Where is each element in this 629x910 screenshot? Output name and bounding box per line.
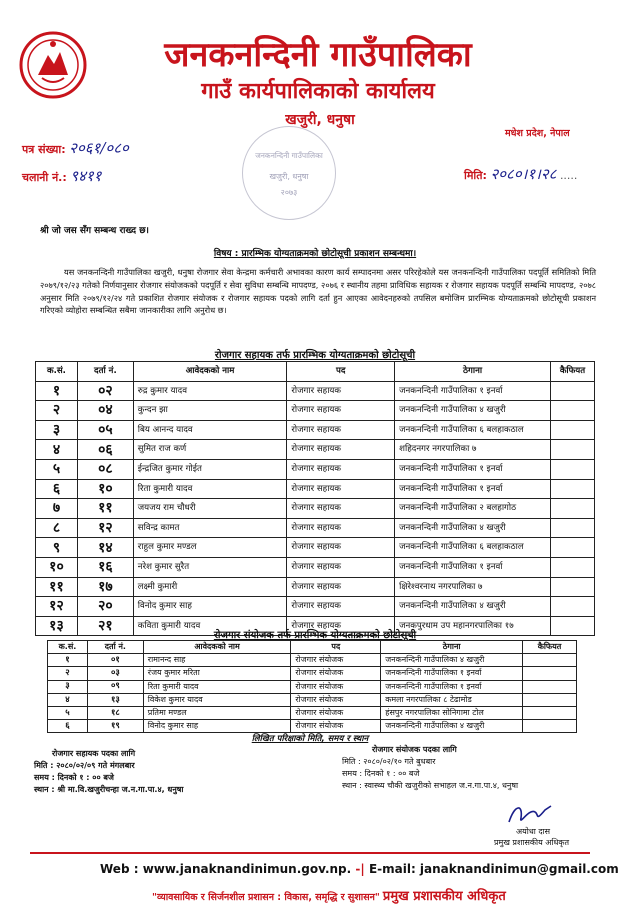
table-cell: ६ <box>48 720 88 733</box>
table-cell: १६ <box>77 557 133 577</box>
table-cell: १ <box>36 381 78 401</box>
footer-slogan-right: प्रमुख प्रशासकीय अधिकृत <box>382 889 506 904</box>
column-header: पद <box>291 641 381 654</box>
right-place: स्थान : स्वास्थ्य चौकी खजुरीको सभाहल ज.न.गा.पा.४, धनुषा <box>342 781 519 790</box>
table-cell: १७ <box>77 577 133 597</box>
table-cell: ९ <box>36 538 78 558</box>
table-row <box>36 499 595 519</box>
table-row <box>36 401 595 421</box>
table-cell: ०३ <box>87 667 143 680</box>
table-cell: जयजय राम चौधरी <box>133 499 287 519</box>
footer-slogan: "व्यावसायिक र सिर्जनशील प्रशासन : विकास, समृद्धि र सुशासन" <box>152 892 380 903</box>
stamp-text: जनकनन्दिनी गाउँपालिका <box>255 151 323 160</box>
table-cell: ०१ <box>87 654 143 667</box>
table-cell: लक्ष्मी कुमारी <box>133 577 287 597</box>
office-location: खजुरी, धनुषा <box>285 112 355 128</box>
table-cell: १९ <box>87 720 143 733</box>
table-cell: जनकनन्दिनी गाउँपालिका ६ बलहाकठाल <box>395 420 551 440</box>
table-cell: ०५ <box>77 420 133 440</box>
recipient: श्री जो जस सँग सम्बन्ध राख्द छ। <box>40 226 149 236</box>
exam-heading: लिखित परिक्षाको मिति, समय र स्थान <box>251 734 369 744</box>
date-value: २०८०।१।२८ <box>490 165 557 183</box>
table-cell: रोजगार सहायक <box>287 518 395 538</box>
table-cell: ७ <box>36 499 78 519</box>
signatory-name: अयोधा दास <box>516 827 551 836</box>
column-header: दर्ता नं. <box>87 641 143 654</box>
table-header-row <box>36 362 595 382</box>
table-cell: जनकनन्दिनी गाउँपालिका २ बलहागोठ <box>395 499 551 519</box>
table-cell <box>523 720 577 733</box>
table-cell <box>551 420 595 440</box>
coordinator-shortlist-table <box>47 640 577 733</box>
table-cell: १२ <box>36 597 78 617</box>
table-cell: १० <box>36 557 78 577</box>
left-time: समय : दिनको १ : ०० बजे <box>34 773 114 782</box>
table-cell: सविन्द्र कामत <box>133 518 287 538</box>
table-cell: १० <box>77 479 133 499</box>
table-cell: १३ <box>36 616 78 636</box>
table-row <box>36 459 595 479</box>
column-header: दर्ता नं. <box>77 362 133 382</box>
table-cell: ६ <box>36 479 78 499</box>
table-cell: रोजगार सहायक <box>287 597 395 617</box>
table-cell: ११ <box>36 577 78 597</box>
chalani-label: चलानी नं.: <box>22 171 67 184</box>
table-cell: १३ <box>87 693 143 706</box>
table-cell: २ <box>36 401 78 421</box>
table-cell: १२ <box>77 518 133 538</box>
column-header: ठेगाना <box>395 362 551 382</box>
column-header: कैफियत <box>523 641 577 654</box>
letter-date: मिति: २०८०।१।२८ ..... <box>464 165 578 183</box>
table-cell: कमला नगरपालिका ८ टेढामोड <box>381 693 523 706</box>
table-cell: जनकनन्दिनी गाउँपालिका १ इनर्वा <box>395 557 551 577</box>
table-cell: जनकनन्दिनी गाउँपालिका ४ खजुरी <box>395 401 551 421</box>
table-cell: हंसपुर नगरपालिका सोनिगामा टोल <box>381 706 523 719</box>
table-cell: जनकनन्दिनी गाउँपालिका १ इनर्वा <box>381 680 523 693</box>
table-cell: कुन्दन झा <box>133 401 287 421</box>
patra-sankhya <box>22 138 129 158</box>
column-header: पद <box>287 362 395 382</box>
table-cell: १८ <box>87 706 143 719</box>
subject: विषय : प्रारम्भिक योग्यताक्रमको छोटोसूची प्रकाशन सम्बन्धमा। <box>213 249 417 259</box>
table-cell: विकेश कुमार यादव <box>143 693 291 706</box>
table-cell: सुमित राज कर्ण <box>133 440 287 460</box>
table-cell: रोजगार सहायक <box>287 538 395 558</box>
table-row <box>36 479 595 499</box>
table-cell: ०८ <box>77 459 133 479</box>
table-cell: १ <box>48 654 88 667</box>
table-cell: जनकनन्दिनी गाउँपालिका १ इनर्वा <box>395 381 551 401</box>
footer-email[interactable]: E-mail: janaknandinimun@gmail.com <box>368 862 619 876</box>
table-cell: रोजगार संयोजक <box>291 706 381 719</box>
table-cell: ३ <box>36 420 78 440</box>
table-cell <box>551 479 595 499</box>
table-cell: २१ <box>77 616 133 636</box>
stamp-text: २०७३ <box>280 188 298 197</box>
table-cell: रोजगार सहायक <box>287 420 395 440</box>
table-row <box>36 538 595 558</box>
table-cell: जनकनन्दिनी गाउँपालिका ४ खजुरी <box>381 654 523 667</box>
table-cell: रोजगार सहायक <box>287 401 395 421</box>
province: मधेश प्रदेश, नेपाल <box>505 128 570 139</box>
table-cell <box>523 693 577 706</box>
table-cell <box>551 459 595 479</box>
table-cell: ०४ <box>77 401 133 421</box>
table-cell: ८ <box>36 518 78 538</box>
nepal-emblem-icon <box>18 30 88 100</box>
table-cell <box>551 381 595 401</box>
office-stamp <box>242 126 336 220</box>
table-cell <box>551 616 595 636</box>
table-cell <box>523 667 577 680</box>
right-time: समय : दिनको १ : ०० बजे <box>342 769 420 778</box>
table-cell: ईन्द्रजित कुमार गोईत <box>133 459 287 479</box>
table-row <box>36 518 595 538</box>
table-row <box>48 693 577 706</box>
table-cell: रोजगार सहायक <box>287 499 395 519</box>
table-cell: रोजगार संयोजक <box>291 680 381 693</box>
table-cell: बिय आनन्द यादव <box>133 420 287 440</box>
table-cell: रुद्र कुमार यादव <box>133 381 287 401</box>
table-cell: रोजगार सहायक <box>287 557 395 577</box>
table-cell: नरेश कुमार सुरैत <box>133 557 287 577</box>
emblem <box>18 30 88 100</box>
table-cell: रामानन्द साह <box>143 654 291 667</box>
column-header: ठेगाना <box>381 641 523 654</box>
column-header: आवेदकको नाम <box>133 362 287 382</box>
column-header: क.सं. <box>36 362 78 382</box>
table-cell: विनोद कुमार साह <box>143 720 291 733</box>
table-cell <box>551 518 595 538</box>
table-cell <box>551 577 595 597</box>
table-cell: रोजगार सहायक <box>287 459 395 479</box>
table-cell: रोजगार संयोजक <box>291 693 381 706</box>
footer-contact: Web : www.janaknandinimun.gov.np. -| E-mail: janaknandinimun@gmail.com <box>100 862 619 876</box>
table-row <box>36 597 595 617</box>
column-header: क.सं. <box>48 641 88 654</box>
footer-divider <box>30 852 590 854</box>
left-place: स्थान : श्री मा.वि.खजुरीचन्हा ज.न.गा.पा.४, धनुषा <box>34 785 184 794</box>
table-cell <box>551 401 595 421</box>
table-cell: जनकनन्दिनी गाउँपालिका ४ खजुरी <box>395 597 551 617</box>
table-cell: क्षिरेश्वरनाथ नगरपालिका ७ <box>395 577 551 597</box>
table-row <box>48 720 577 733</box>
table-cell <box>523 706 577 719</box>
table-row <box>36 420 595 440</box>
table-cell <box>523 680 577 693</box>
stamp-text: खजुरी, धनुषा <box>269 172 309 181</box>
table-cell <box>551 597 595 617</box>
table-cell: रोजगार संयोजक <box>291 654 381 667</box>
table-row <box>36 440 595 460</box>
table-cell: राहुल कुमार मण्डल <box>133 538 287 558</box>
table-cell: विनोद कुमार साह <box>133 597 287 617</box>
letter-body: यस जनकनन्दिनी गाउँपालिका खजुरी, धनुषा रोजगार सेवा केन्द्रमा कर्मचारी अभावका कारण कार्य सम्पादनमा असर परिरहेकोले यस जनकनन्दिनी गाउँपालिका पदपूर्ति समितिको मिति २०७९/१२/२३ गतेको निर्णयानुसार रोजगार संयोजकको पदपूर्ति र सेवा सुविधा सम्बन्धि मापदण्ड, २०७६ र स्थानीय तहमा प्राविधिक सहायक र रोजगार सहायक पदपूर्ति सम्बन्धि मापदण्ड, २०७८ अनुसार मिति २०७९/१२/२४ गते प्रकाशित रोजगार संयोजक र रोजगार सहायक पदको लागि दर्ता हुन आएका आवेदनहरुको तपसिल बमोजिम प्रारम्भिक योग्यताक्रमको छोटोसूची प्रकाशन गरिएको व्योहोरा सम्बन्धित सबैमा जानकारीका लागि अनुरोध छ। <box>40 267 596 316</box>
patra-value: २०६१/०८० <box>69 139 129 157</box>
table-cell: जनकनन्दिनी गाउँपालिका १ इनर्वा <box>395 459 551 479</box>
table-cell: जनकनन्दिनी गाउँपालिका ४ खजुरी <box>381 720 523 733</box>
signatory-title: प्रमुख प्रशासकीय अधिकृत <box>494 838 570 847</box>
table1-title: रोजगार सहायक तर्फ प्रारम्भिक योग्यताक्रमको छोटोसूची <box>214 350 416 361</box>
table-cell: २ <box>48 667 88 680</box>
footer-slogan-line <box>152 886 506 904</box>
table-header-row <box>48 641 577 654</box>
table-cell: रोजगार सहायक <box>287 440 395 460</box>
table-cell: ०९ <box>87 680 143 693</box>
table-row <box>48 654 577 667</box>
table-cell: जनकनन्दिनी गाउँपालिका १ इनर्वा <box>395 479 551 499</box>
org-name: जनकनन्दिनी गाउँपालिका <box>164 35 472 75</box>
column-header: कैफियत <box>551 362 595 382</box>
table-cell: प्रतिमा मण्डल <box>143 706 291 719</box>
table-cell: ११ <box>77 499 133 519</box>
table-cell <box>523 654 577 667</box>
left-title: रोजगार सहायक पदका लागि <box>52 749 136 758</box>
chalani-value: ९४११ <box>70 167 102 185</box>
table-cell: ४ <box>36 440 78 460</box>
assistant-shortlist-table <box>35 361 595 636</box>
table-cell <box>551 538 595 558</box>
table-row <box>48 667 577 680</box>
footer-web[interactable]: Web : www.janaknandinimun.gov.np. <box>100 862 352 876</box>
table-cell: ०२ <box>77 381 133 401</box>
table-cell <box>551 557 595 577</box>
table-cell: १४ <box>77 538 133 558</box>
table-cell <box>551 499 595 519</box>
table-row <box>36 381 595 401</box>
table-cell: शहिदनगर नगरपालिका ७ <box>395 440 551 460</box>
table-cell: कविता कुमारी यादव <box>133 616 287 636</box>
patra-label: पत्र संख्या: <box>22 143 66 156</box>
left-date: मिति : २०८०/०२/०९ गते मंगलबार <box>34 761 135 770</box>
office-name: गाउँ कार्यपालिकाको कार्यालय <box>201 79 435 104</box>
table-cell: रिता कुमारी यादव <box>133 479 287 499</box>
exam-left <box>34 748 184 796</box>
chalani-number <box>22 166 101 186</box>
table-cell <box>551 440 595 460</box>
table-cell: २० <box>77 597 133 617</box>
table-cell: ४ <box>48 693 88 706</box>
date-label: मिति: <box>464 169 487 182</box>
right-title: रोजगार संयोजक पदका लागि <box>372 745 457 754</box>
table-cell: जनकनन्दिनी गाउँपालिका ६ बलहाकठाल <box>395 538 551 558</box>
table-cell: रंजय कुमार मरिता <box>143 667 291 680</box>
table-cell: ५ <box>36 459 78 479</box>
table-cell: रोजगार सहायक <box>287 381 395 401</box>
table-cell: रिता कुमारी यादव <box>143 680 291 693</box>
table-cell: रोजगार संयोजक <box>291 720 381 733</box>
table-cell: ०६ <box>77 440 133 460</box>
table-row <box>48 706 577 719</box>
table-cell: रोजगार संयोजक <box>291 667 381 680</box>
table-row <box>48 680 577 693</box>
right-date: मिति : २०८०/०२/१० गते बुधबार <box>342 757 436 766</box>
table-row <box>36 577 595 597</box>
table-cell: ३ <box>48 680 88 693</box>
table-cell: जनकपुरधाम उप महानगरपालिका १७ <box>395 616 551 636</box>
exam-right <box>342 744 518 792</box>
column-header: आवेदकको नाम <box>143 641 291 654</box>
table-cell: रोजगार सहायक <box>287 616 395 636</box>
table-cell: रोजगार सहायक <box>287 479 395 499</box>
table-row <box>36 557 595 577</box>
table-cell: रोजगार सहायक <box>287 577 395 597</box>
table2-title: रोजगार संयोजक तर्फ प्रारम्भिक योग्यताक्रमको छोटोसूची <box>213 630 417 641</box>
table-cell: जनकनन्दिनी गाउँपालिका ४ खजुरी <box>395 518 551 538</box>
table-cell: ५ <box>48 706 88 719</box>
table-cell: जनकनन्दिनी गाउँपालिका १ इनर्वा <box>381 667 523 680</box>
